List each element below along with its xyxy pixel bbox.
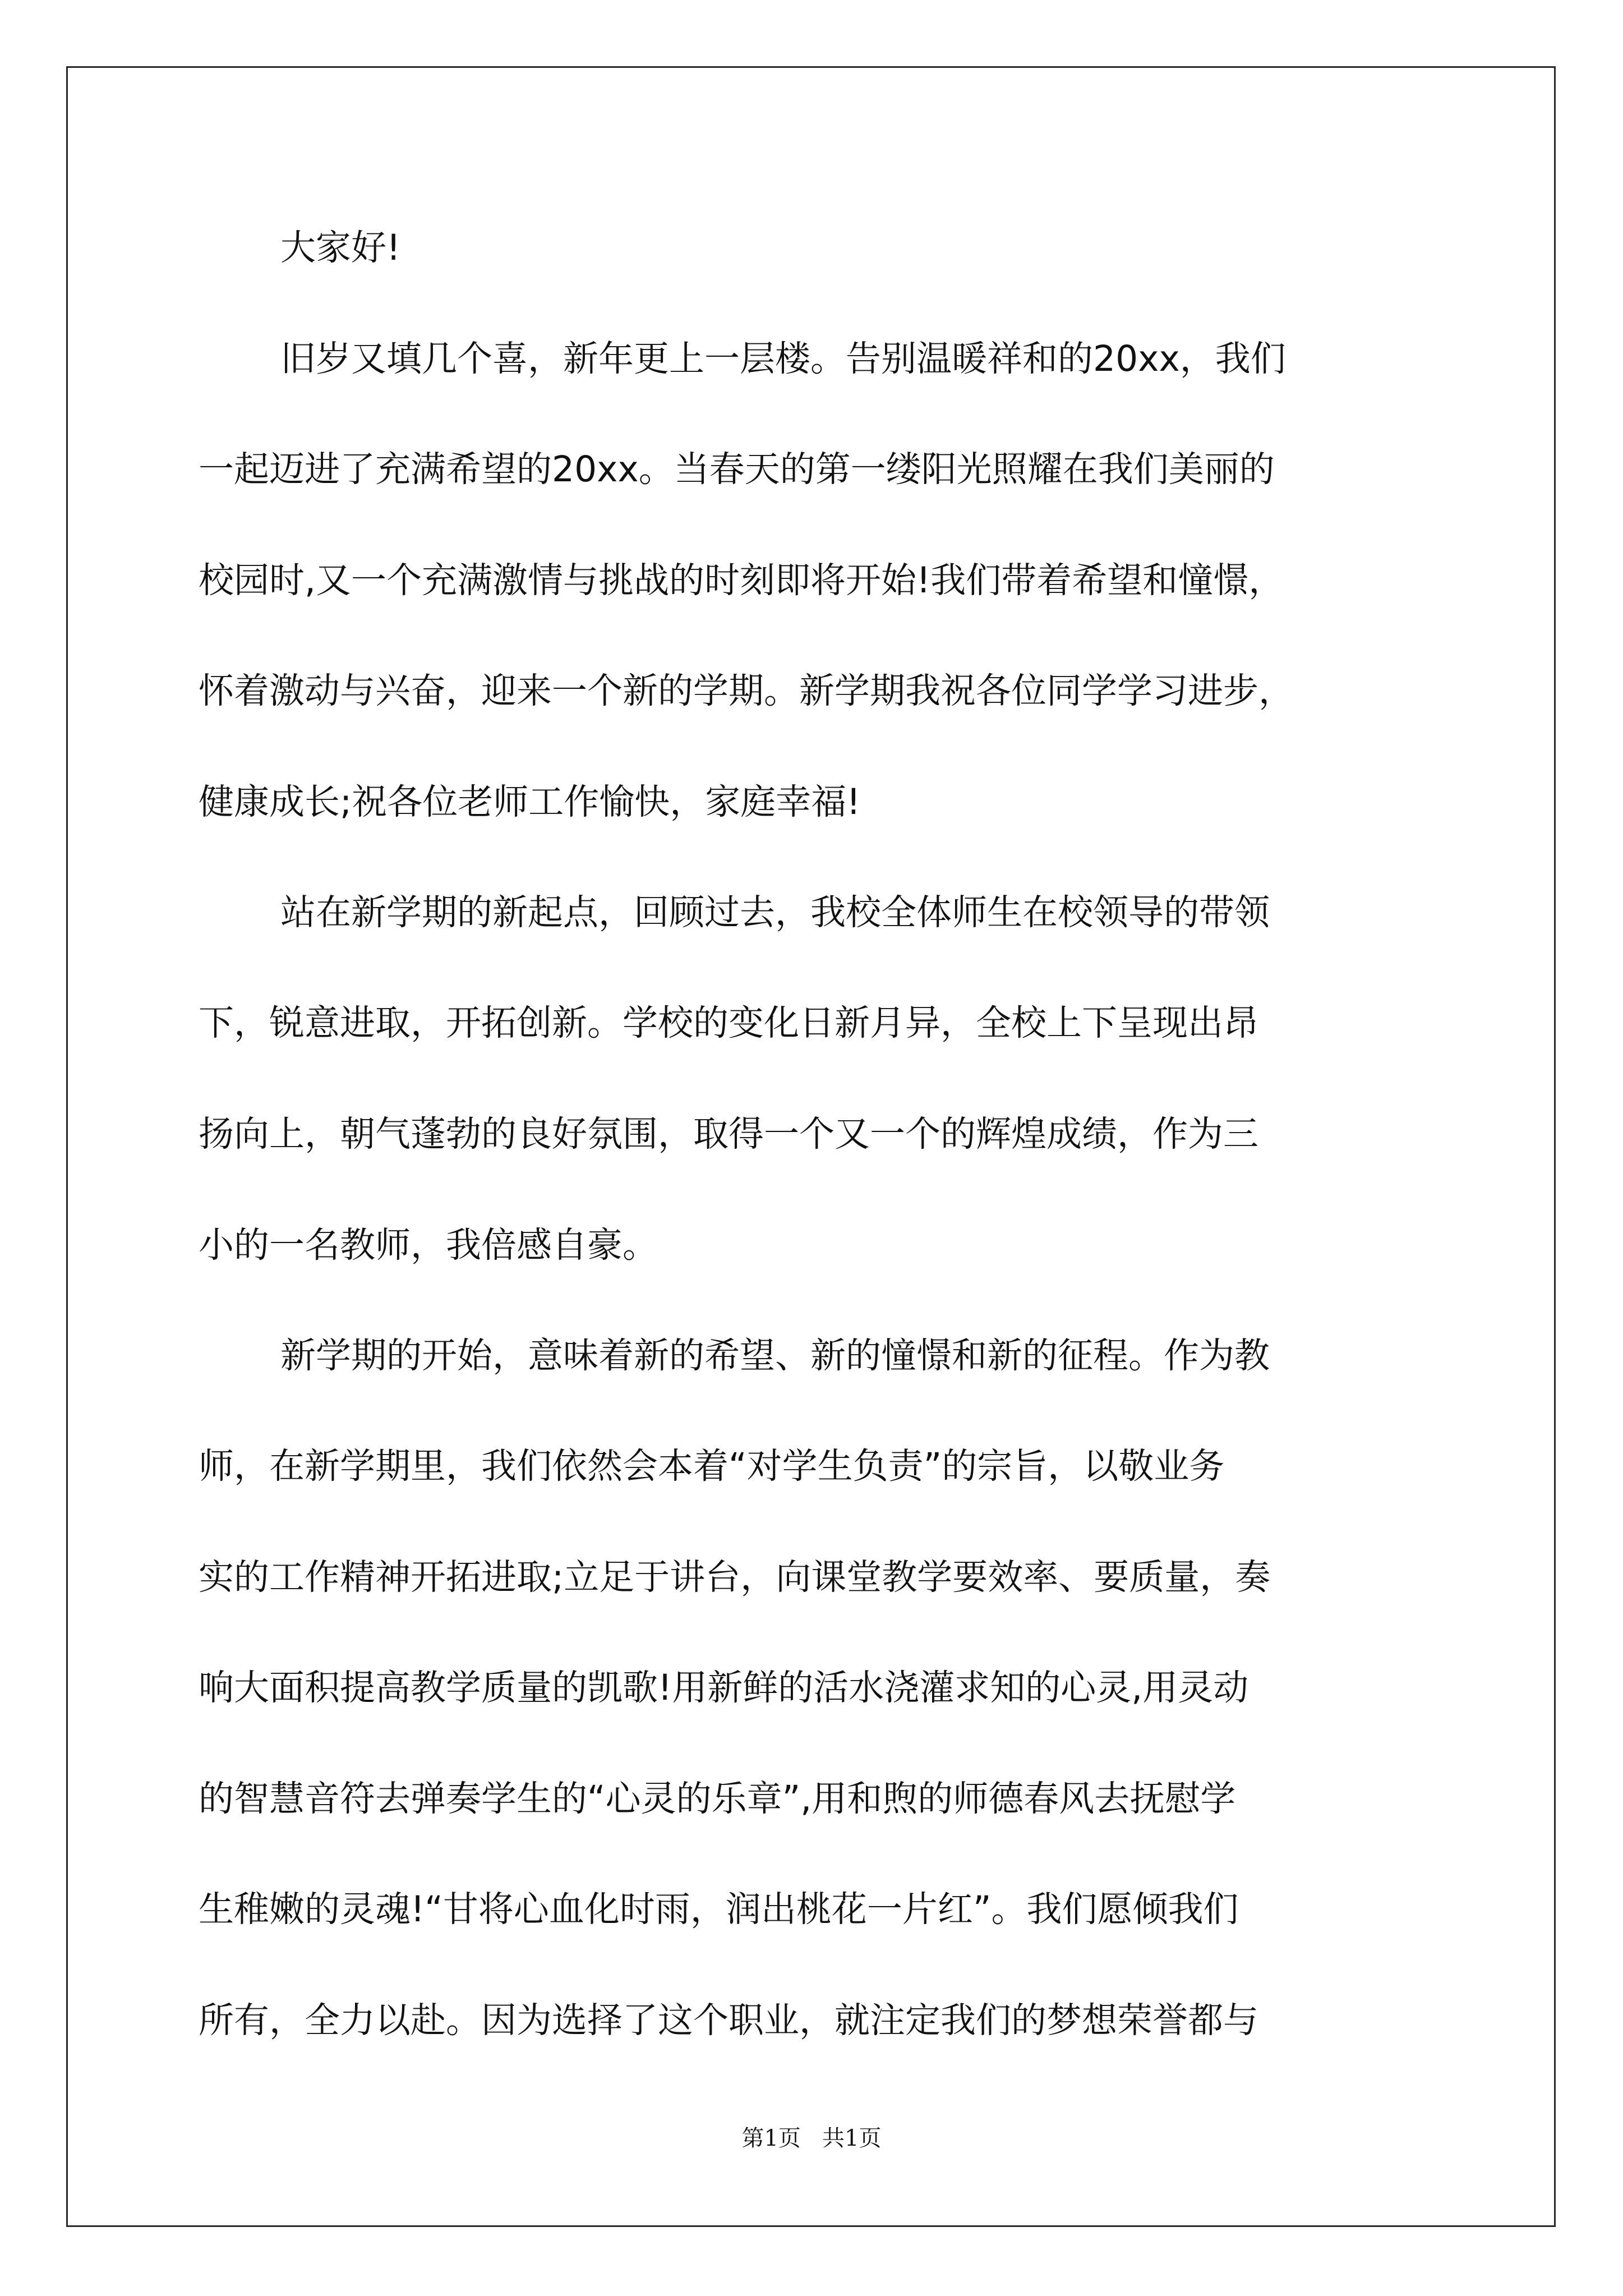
text-line: 站在新学期的新起点，回顾过去，我校全体师生在校领导的带领	[280, 892, 1270, 933]
text-line: 一起迈进了充满希望的20xx。当春天的第一缕阳光照耀在我们美丽的	[199, 449, 1275, 490]
text-line: 怀着激动与兴奋，迎来一个新的学期。新学期我祝各位同学学习进步，	[199, 670, 1294, 711]
greeting-line: 大家好!	[280, 227, 401, 268]
text-line: 健康成长;祝各位老师工作愉快，家庭幸福!	[199, 781, 861, 822]
text-line: 旧岁又填几个喜，新年更上一层楼。告别温暖祥和的20xx，我们	[280, 338, 1286, 379]
page-number-footer: 第1页 共1页	[741, 2125, 882, 2151]
text-line: 的智慧音符去弹奏学生的“心灵的乐章”,用和煦的师德春风去抚慰学	[199, 1778, 1236, 1819]
text-line: 响大面积提高教学质量的凯歌!用新鲜的活水浇灌求知的心灵,用灵动	[199, 1667, 1249, 1708]
text-line: 所有，全力以赴。因为选择了这个职业，就注定我们的梦想荣誉都与	[199, 2000, 1258, 2041]
text-line: 师，在新学期里，我们依然会本着“对学生负责”的宗旨，以敬业务	[199, 1446, 1225, 1487]
text-line: 新学期的开始，意味着新的希望、新的憧憬和新的征程。作为教	[280, 1335, 1270, 1376]
text-line: 扬向上，朝气蓬勃的良好氛围，取得一个又一个的辉煌成绩，作为三	[199, 1114, 1258, 1154]
text-line: 校园时,又一个充满激情与挑战的时刻即将开始!我们带着希望和憧憬，	[199, 560, 1284, 601]
text-line: 下，锐意进取，开拓创新。学校的变化日新月异，全校上下呈现出昂	[199, 1002, 1258, 1043]
text-line: 生稚嫩的灵魂!“甘将心血化时雨，润出桃花一片红”。我们愿倾我们	[199, 1889, 1239, 1930]
text-line: 实的工作精神开拓进取;立足于讲台，向课堂教学要效率、要质量，奏	[199, 1557, 1271, 1598]
text-line: 小的一名教师，我倍感自豪。	[199, 1225, 658, 1266]
